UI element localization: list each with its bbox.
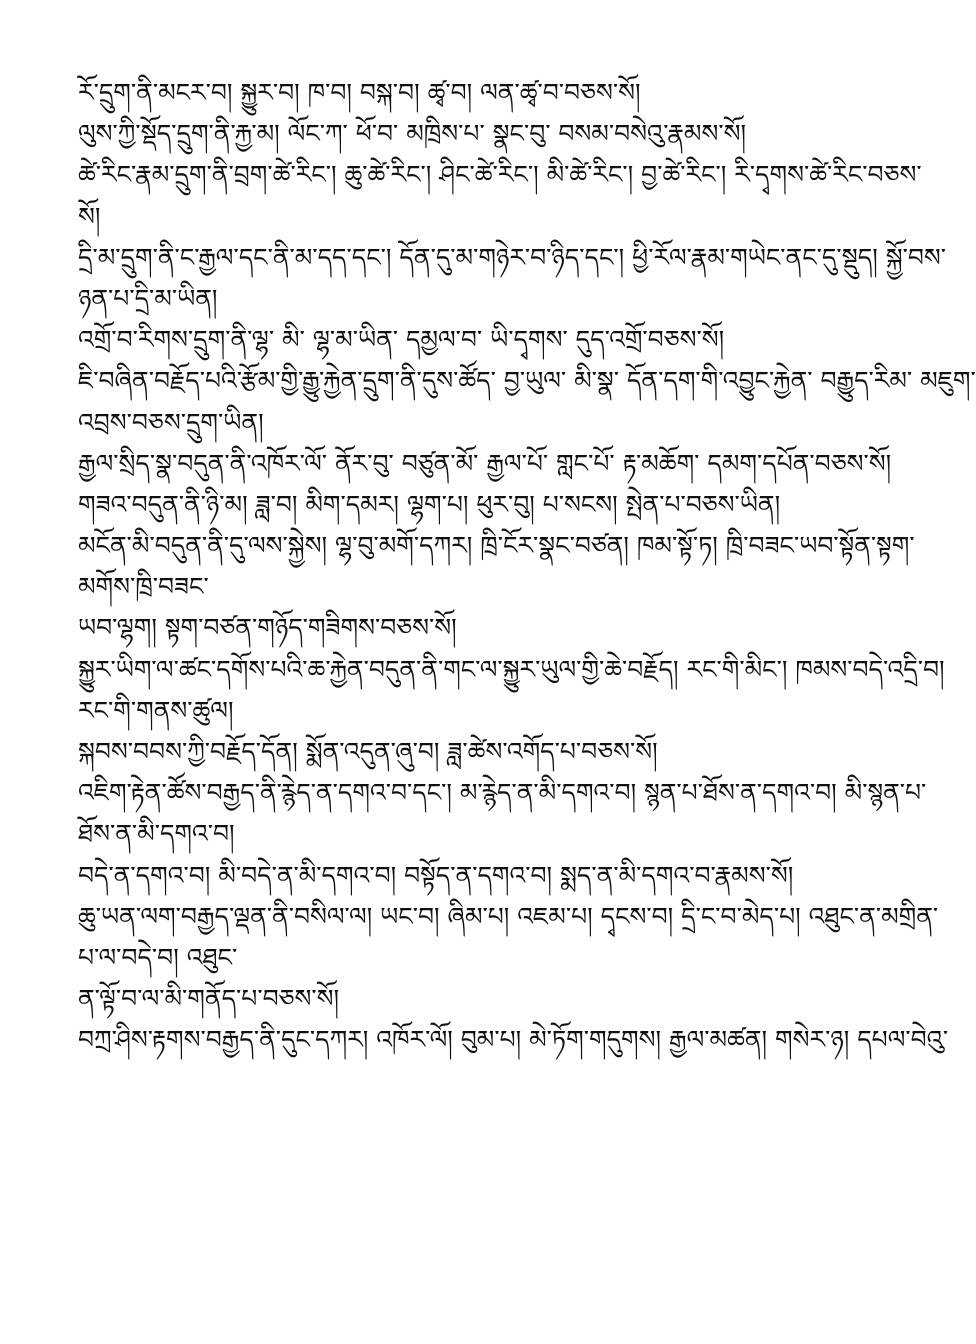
text-line: པ་ལ་བདེ་བ། འཐུང་ xyxy=(78,942,238,972)
text-line: ཪོ་དྲུག་ནི་མངར་བ། སྐྱུར་བ། ཁ་བ། བསྐ་བ། ཚྭ་བ། ལན་ཚྭ་བ་བཅས་སོ། xyxy=(78,78,641,107)
text-line: ཉན་པ་དྲི་མ་ཡིན། xyxy=(78,283,218,313)
text-line: རང་གི་གནས་ཚུལ། xyxy=(78,695,234,725)
text-line: རྒྱལ་སྲིད་སྣ་བདུན་ནི་འཁོར་ལོ་ ནོར་བུ་ བཙུན་མོ་ རྒྱལ་པོ་ གླང་པོ་ རྟ་མཆོག་ དམག་དཔོན་བཅས་སོ། xyxy=(78,448,892,478)
text-line: སྐྱུར་ཡིག་ལ་ཚང་དགོས་པའི་ཆ་རྐྱེན་བདུན་ནི་གང་ལ་སྐྱུར་ཡུལ་གྱི་ཆེ་བརྗོད། རང་གི་མིང་། ཁམས་བདེ་འདྲི་བ། xyxy=(78,654,945,684)
text-line: ཐོས་ན་མི་དགའ་བ། xyxy=(78,819,235,849)
text-line: སྐབས་བབས་ཀྱི་བརྗོད་དོན། སྨོན་འདུན་ཞུ་བ། ཟླ་ཚེས་འགོད་པ་བཅས་སོ། xyxy=(78,737,658,766)
text-line: མགོས་ཁྲི་བཟང་ xyxy=(78,572,209,602)
text-line: སོ། xyxy=(78,201,101,231)
text-line: འཇིག་རྟེན་ཚོས་བརྒྱད་ནི་རྙེད་ན་དགའ་བ་དང་། མ་རྙེད་ན་མི་དགའ་བ། སྙན་པ་ཐོས་ན་དགའ་བ། མི་སྙན་པ་ xyxy=(78,778,927,808)
text-body xyxy=(78,72,976,1061)
text-line: གཟའ་བདུན་ནི་ཉི་མ། ཟླ་བ། མིག་དམར། ལྷག་པ། ཕུར་བུ། པ་སངས། སྤེན་པ་བཅས་ཡིན། xyxy=(78,489,781,519)
text-line: དྲི་མ་དྲུག་ནི་ང་རྒྱལ་དང་ནི་མ་དད་དང་། དོན་དུ་མ་གཉེར་བ་ཉིད་དང་། ཕྱི་རོལ་རྣམ་གཡེང་ནང་དུ་སྡུད། སྐྱོ་བས་ xyxy=(78,242,946,272)
text-line: ཇི་བཞིན་བརྗོད་པའི་རྩོམ་གྱི་རྒྱུ་རྐྱེན་དྲུག་ནི་དུས་ཚོད་ བྱ་ཡུལ་ མི་སྣ་ དོན་དག་གི་འབྱུང་རྐྱེན་ བརྒྱུད་རིམ་ མཇུག་ xyxy=(78,366,976,396)
text-line: ན་ལྟོ་བ་ལ་མི་གནོད་པ་བཅས་སོ། xyxy=(78,984,340,1014)
text-line: བདེ་ན་དགའ་བ། མི་བདེ་ན་མི་དགའ་བ། བསྟོད་ན་དགའ་བ། སྨད་ན་མི་དགའ་བ་རྣམས་སོ། xyxy=(78,860,794,890)
text-line: འབྲས་བཅས་དྲུག་ཡིན། xyxy=(78,407,264,437)
text-line: འགྲོ་བ་རིགས་དྲུག་ནི་ལྷ་ མི་ ལྷ་མ་ཡིན་ དམྱལ་བ་ ཡི་དྭགས་ དུད་འགྲོ་བཅས་སོ། xyxy=(78,325,725,355)
text-line: བཀྲ་ཤིས་རྟགས་བརྒྱད་ནི་དུང་དཀར། འཁོར་ལོ། བུམ་པ། མེ་ཏོག་གདུགས། རྒྱལ་མཚན། གསེར་ཉ། དཔལ་བེའུ་ xyxy=(78,1025,949,1055)
text-line: ལུས་ཀྱི་སྡོད་དྲུག་ནི་རྐྱ་མ། ལོང་ཀ་ ཕོ་བ་ མཁྲིས་པ་ སྣང་བུ་ བསམ་བསེའུ་རྣམས་སོ། xyxy=(78,119,747,149)
text-line: ཆུ་ཡན་ལག་བརྒྱད་ལྡན་ནི་བསིལ་ལ། ཡང་བ། ཞིམ་པ། འཇམ་པ། དྭངས་བ། དྲི་ང་བ་མེད་པ། འཐུང་ན་མགྲིན་ xyxy=(78,901,939,931)
text-line: ཚེ་རིང་རྣམ་དྲུག་ནི་བྲག་ཚེ་རིང་། ཆུ་ཚེ་རིང་། ཤིང་ཚེ་རིང་། མི་ཚེ་རིང་། བྱ་ཚེ་རིང་། རི་དྭགས་ཚེ་རིང་བཅས་ xyxy=(78,160,922,190)
text-line: མངོན་མི་བདུན་ནི་དུ་ལས་སྐྱེས། ལྷ་བུ་མགོ་དཀར། ཁྲི་ངོར་སྣང་བཙན། ཁམ་སྟོ་ཏ། ཁྲི་བཟང་ཡབ་སྟོན་སྟག་ xyxy=(78,531,915,561)
text-line: ཡབ་ལྷག། སྟག་བཙན་གཉོད་གཟིགས་བཅས་སོ། xyxy=(78,613,457,643)
